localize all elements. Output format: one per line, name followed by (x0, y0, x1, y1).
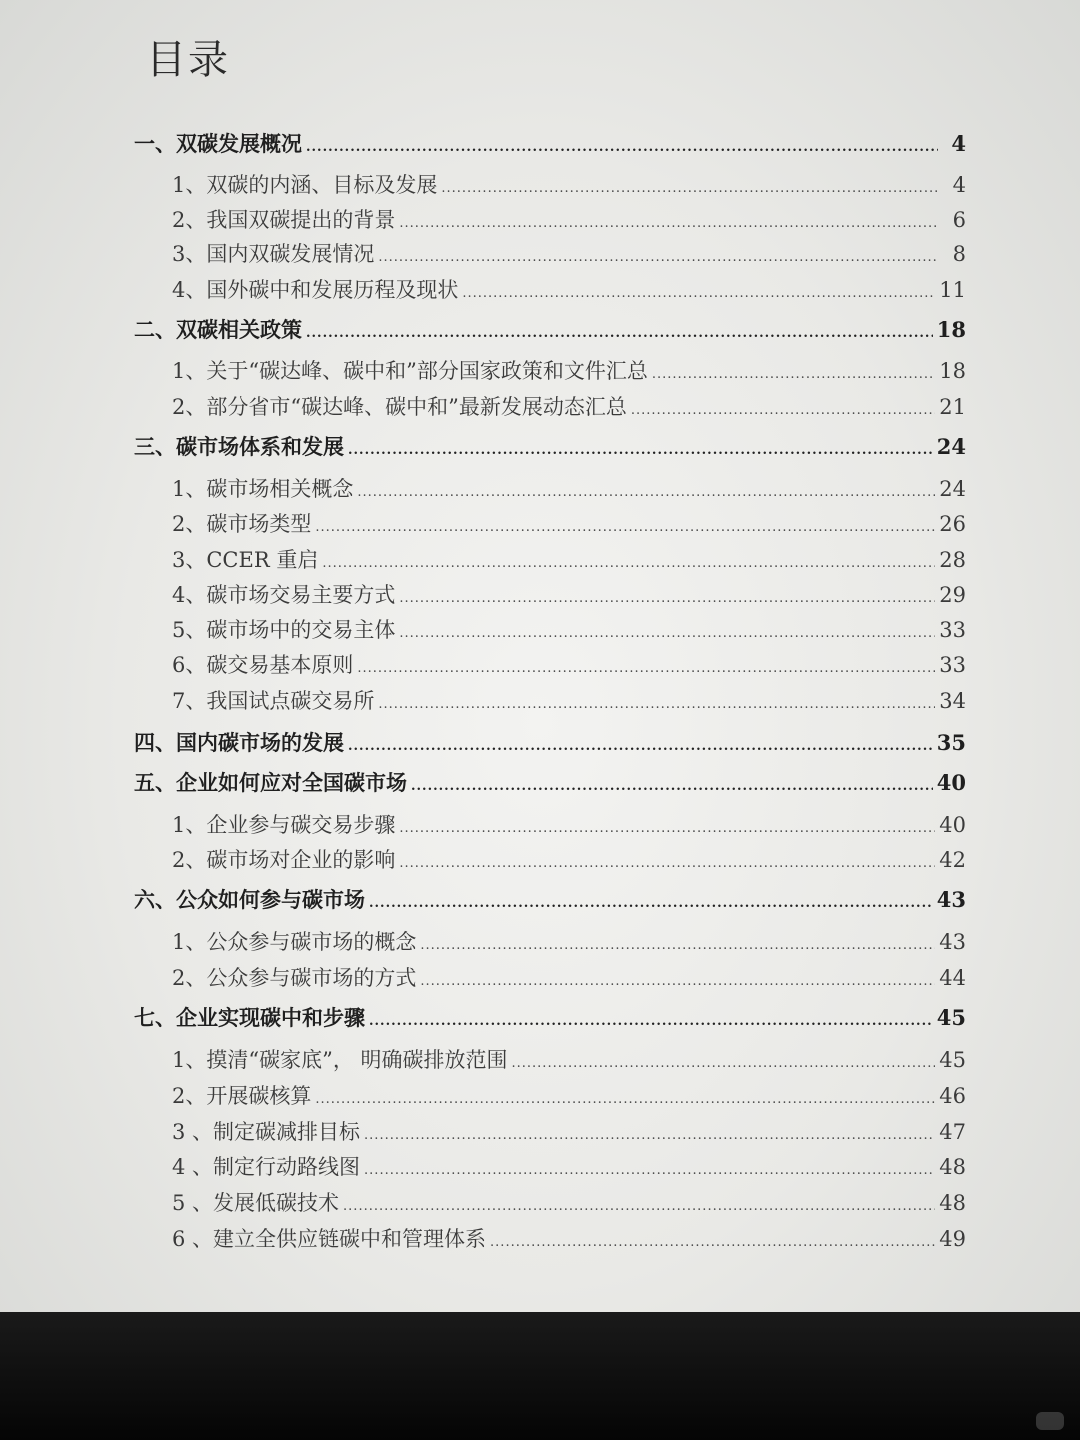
toc-sub-entry (172, 1080, 966, 1110)
toc-section-entry (134, 727, 966, 757)
toc-section-entry (134, 431, 966, 461)
toc-page-number: 40 (939, 813, 966, 837)
toc-page-number: 48 (939, 1155, 966, 1179)
toc-page-number: 4 (952, 173, 966, 197)
toc-sub-entry (172, 809, 966, 839)
dot-leader (441, 181, 938, 196)
toc-page-number: 8 (952, 242, 966, 266)
toc-entry-label: 一、双碳发展概况 (134, 131, 302, 156)
toc-page-number: 29 (939, 583, 966, 607)
toc-entry-label: 五、企业如何应对全国碳市场 (134, 770, 407, 795)
toc-sub-entry (172, 1151, 966, 1181)
dot-leader (399, 591, 935, 606)
toc-sub-entry (172, 169, 966, 199)
dot-leader (364, 1163, 935, 1178)
dot-leader (306, 140, 938, 155)
toc-page-number: 24 (936, 434, 966, 459)
toc-sub-entry (172, 685, 966, 715)
toc-sub-entry (172, 926, 966, 956)
toc-page-number: 44 (939, 966, 966, 990)
toc-entry-label: 4、国外碳中和发展历程及现状 (172, 278, 459, 302)
toc-page-number: 43 (936, 887, 966, 912)
dot-leader (357, 485, 935, 500)
toc-title: 目录 (146, 37, 230, 83)
toc-page-number: 42 (939, 848, 966, 872)
dot-leader (490, 1235, 935, 1250)
toc-entry-label: 6 、建立全供应链碳中和管理体系 (172, 1227, 487, 1251)
dot-leader (315, 1092, 935, 1107)
toc-page-number: 24 (939, 477, 966, 501)
toc-entry-label: 1、企业参与碳交易步骤 (172, 813, 396, 837)
toc-sub-entry (172, 1044, 966, 1074)
toc-entry-label: 7、我国试点碳交易所 (172, 689, 375, 713)
toc-page-number: 49 (939, 1227, 966, 1251)
toc-entry-label: 4 、制定行动路线图 (172, 1155, 361, 1179)
toc-sub-entry (172, 391, 966, 421)
toc-page-number: 45 (939, 1048, 966, 1072)
toc-entry-label: 2、碳市场类型 (172, 512, 312, 536)
toc-sub-entry (172, 649, 966, 679)
toc-page-number: 40 (936, 770, 966, 795)
toc-sub-entry (172, 204, 966, 234)
toc-entry-label: 6、碳交易基本原则 (172, 653, 354, 677)
toc-page-number: 26 (939, 512, 966, 536)
toc-entry-label: 4、碳市场交易主要方式 (172, 583, 396, 607)
toc-entry-label: 3 、制定碳减排目标 (172, 1120, 361, 1144)
toc-sub-entry (172, 1187, 966, 1217)
toc-page-number: 6 (952, 208, 966, 232)
dot-leader (343, 1199, 935, 1214)
dot-leader (411, 779, 933, 794)
dot-leader (631, 403, 935, 418)
toc-page-number: 46 (939, 1084, 966, 1108)
toc-page-number: 33 (939, 618, 966, 642)
dot-leader (378, 250, 938, 265)
dot-leader (306, 326, 933, 341)
dot-leader (399, 216, 938, 231)
toc-entry-label: 1、双碳的内涵、目标及发展 (172, 173, 438, 197)
toc-page-number: 21 (939, 395, 966, 419)
toc-page-number: 33 (939, 653, 966, 677)
toc-entry-label: 二、双碳相关政策 (134, 317, 302, 342)
watermark-badge (1036, 1412, 1064, 1430)
toc-page-number: 18 (936, 317, 966, 342)
toc-sub-entry (172, 962, 966, 992)
toc-page-number: 45 (936, 1005, 966, 1030)
toc-entry-label: 5 、发展低碳技术 (172, 1191, 340, 1215)
toc-page-number: 47 (939, 1120, 966, 1144)
toc-sub-entry (172, 508, 966, 538)
dot-leader (369, 1014, 933, 1029)
toc-sub-entry (172, 1116, 966, 1146)
dot-leader (378, 697, 935, 712)
toc-sub-entry (172, 579, 966, 609)
dot-leader (357, 661, 935, 676)
toc-entry-label: 四、国内碳市场的发展 (134, 730, 344, 755)
toc-entry-label: 3、国内双碳发展情况 (172, 242, 375, 266)
toc-sub-entry (172, 614, 966, 644)
toc-page-number: 43 (939, 930, 966, 954)
dot-leader (512, 1056, 936, 1071)
toc-entry-label: 1、碳市场相关概念 (172, 477, 354, 501)
toc-sub-entry (172, 1223, 966, 1253)
dot-leader (369, 896, 933, 911)
toc-entry-label: 1、摸清“碳家底”， 明确碳排放范围 (172, 1048, 508, 1072)
dot-leader (364, 1128, 935, 1143)
dot-leader (399, 856, 935, 871)
screen-bezel (0, 1312, 1080, 1440)
toc-sub-entry (172, 238, 966, 268)
toc-entry-label: 1、公众参与碳市场的概念 (172, 930, 417, 954)
dot-leader (322, 556, 935, 571)
toc-section-entry (134, 314, 966, 344)
dot-leader (399, 626, 935, 641)
toc-entry-label: 5、碳市场中的交易主体 (172, 618, 396, 642)
toc-page-number: 4 (951, 131, 966, 156)
toc-section-entry (134, 128, 966, 158)
toc-sub-entry (172, 274, 966, 304)
toc-entry-label: 3、CCER 重启 (172, 548, 319, 572)
toc-entry-label: 七、企业实现碳中和步骤 (134, 1005, 365, 1030)
toc-section-entry (134, 884, 966, 914)
toc-sub-entry (172, 844, 966, 874)
dot-leader (348, 739, 933, 754)
toc-sub-entry (172, 473, 966, 503)
toc-entry-label: 1、关于“碳达峰、碳中和”部分国家政策和文件汇总 (172, 359, 648, 383)
dot-leader (399, 821, 935, 836)
dot-leader (420, 974, 935, 989)
toc-entry-label: 2、开展碳核算 (172, 1084, 312, 1108)
toc-page-number: 34 (939, 689, 966, 713)
dot-leader (462, 286, 935, 301)
toc-page-number: 35 (936, 730, 966, 755)
dot-leader (348, 443, 933, 458)
toc-section-entry (134, 1002, 966, 1032)
toc-entry-label: 2、部分省市“碳达峰、碳中和”最新发展动态汇总 (172, 395, 627, 419)
toc-entry-label: 2、公众参与碳市场的方式 (172, 966, 417, 990)
toc-entry-label: 2、碳市场对企业的影响 (172, 848, 396, 872)
toc-entry-label: 六、公众如何参与碳市场 (134, 887, 365, 912)
toc-entry-label: 三、碳市场体系和发展 (134, 434, 344, 459)
toc-page-number: 28 (939, 548, 966, 572)
dot-leader (420, 938, 935, 953)
toc-entry-label: 2、我国双碳提出的背景 (172, 208, 396, 232)
toc-page-number: 18 (939, 359, 966, 383)
toc-page-number: 11 (939, 278, 966, 302)
dot-leader (315, 520, 935, 535)
toc-page-number: 48 (939, 1191, 966, 1215)
toc-section-entry (134, 767, 966, 797)
toc-sub-entry (172, 355, 966, 385)
dot-leader (652, 367, 935, 382)
toc-sub-entry (172, 544, 966, 574)
